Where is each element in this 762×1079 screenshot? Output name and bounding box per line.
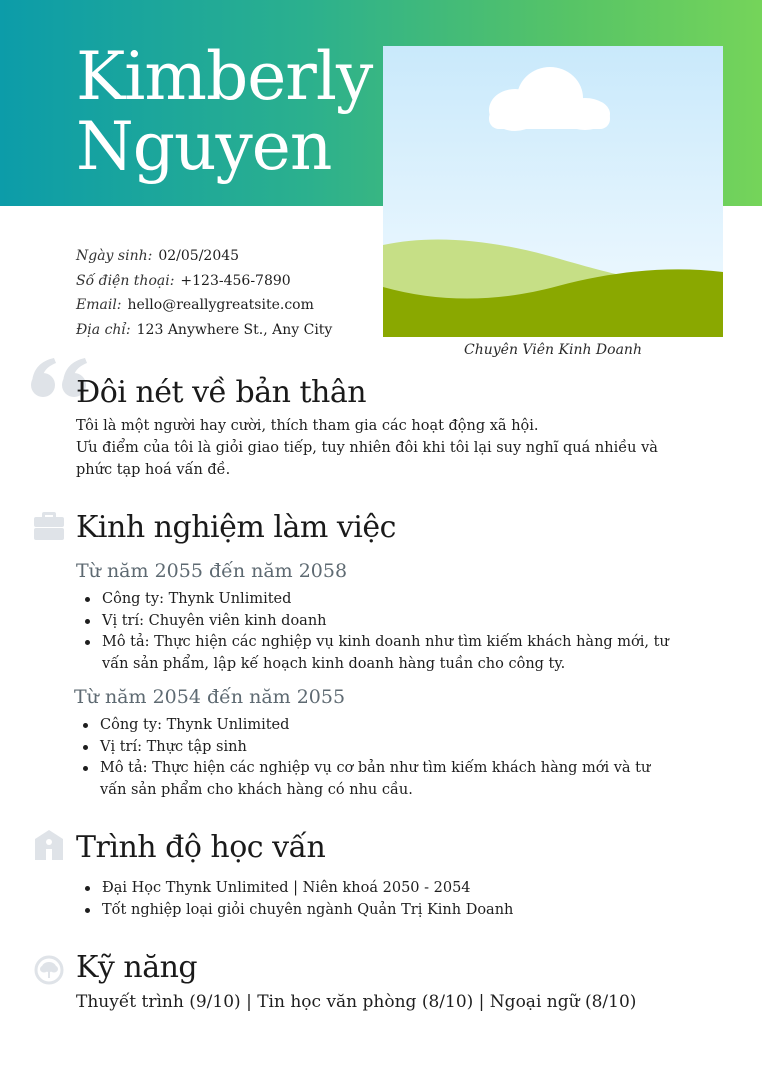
education-list (76, 878, 686, 921)
job-period: Từ năm 2055 đến năm 2058 (76, 560, 348, 582)
list-item: Vị trí: Thực tập sinh (74, 737, 674, 759)
profile-photo (383, 46, 723, 337)
contact-value: 123 Anywhere St., Any City (136, 321, 333, 338)
contact-label: Ngày sinh: (76, 248, 153, 264)
list-item: Công ty: Thynk Unlimited (76, 589, 686, 611)
contact-label: Địa chỉ: (76, 321, 131, 338)
contact-address (76, 318, 332, 343)
job-title-caption: Chuyên Viên Kinh Doanh (464, 342, 642, 358)
last-name: Nguyen (76, 108, 332, 185)
briefcase-icon (34, 512, 64, 540)
job-details-list (74, 715, 674, 801)
contact-value: hello@reallygreatsite.com (127, 297, 314, 313)
about-line-1: Tôi là một người hay cười, thích tham gia các hoạt động xã hội. (76, 418, 539, 434)
about-line-2: Ưu điểm của tôi là giỏi giao tiếp, tuy nhiên đôi khi tôi lại suy nghĩ quá nhiều và phức tạp hoá vấn đề. (76, 440, 658, 478)
contact-birthdate (76, 244, 332, 269)
job-details-list (76, 589, 686, 675)
landscape-photo-icon (383, 46, 723, 337)
list-item: Tốt nghiệp loại giỏi chuyên ngành Quản Trị Kinh Doanh (76, 900, 686, 922)
contact-value: +123-456-7890 (180, 272, 291, 289)
candidate-name (76, 38, 406, 185)
skills-text: Thuyết trình (9/10) | Tin học văn phòng (8/10) | Ngoại ngữ (8/10) (76, 992, 637, 1012)
contact-info (76, 244, 332, 342)
list-item: Công ty: Thynk Unlimited (74, 715, 674, 737)
job-period: Từ năm 2054 đến năm 2055 (74, 686, 346, 708)
contact-phone (76, 269, 332, 294)
skills-icon (34, 955, 64, 985)
first-name: Kimberly (76, 38, 373, 115)
list-item: Đại Học Thynk Unlimited | Niên khoá 2050 - 2054 (76, 878, 686, 900)
school-icon (35, 830, 63, 860)
list-item: Mô tả: Thực hiện các nghiệp vụ cơ bản như tìm kiếm khách hàng mới và tư vấn sản phẩm cho khách hàng có nhu cầu. (74, 758, 674, 801)
contact-label: Số điện thoại: (76, 272, 175, 289)
contact-label: Email: (76, 297, 122, 313)
list-item: Vị trí: Chuyên viên kinh doanh (76, 611, 686, 633)
about-heading: Đôi nét về bản thân (76, 375, 367, 410)
experience-heading: Kinh nghiệm làm việc (76, 510, 396, 545)
education-heading: Trình độ học vấn (76, 830, 326, 865)
contact-email (76, 293, 332, 318)
skills-heading: Kỹ năng (76, 950, 198, 985)
list-item: Mô tả: Thực hiện các nghiệp vụ kinh doanh như tìm kiếm khách hàng mới, tư vấn sản phẩm, lập kế hoạch kinh doanh hàng tuần cho công ty. (76, 632, 686, 675)
contact-value: 02/05/2045 (158, 248, 240, 264)
